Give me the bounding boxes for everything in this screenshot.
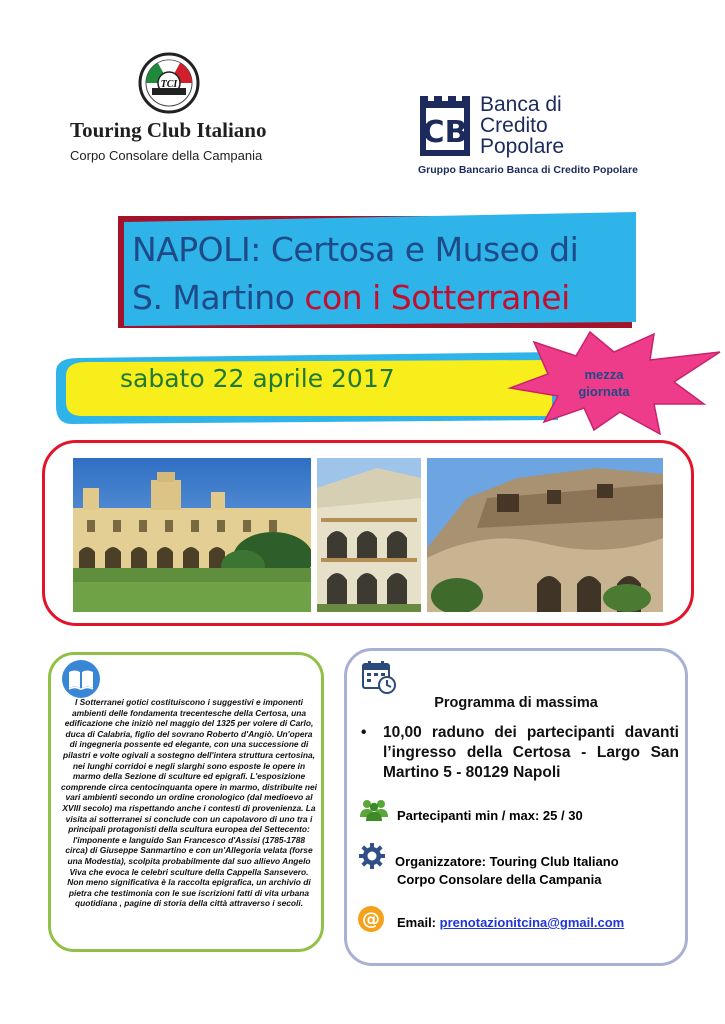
title-line2-highlight: con i Sotterranei (304, 278, 570, 317)
participants-info: Partecipanti min / max: 25 / 30 (397, 808, 583, 823)
bcp-emblem-text: CB (422, 115, 468, 150)
gear-icon (359, 843, 385, 869)
bcp-tower-icon (418, 94, 472, 158)
title-banner (110, 212, 640, 332)
bullet: • (361, 724, 367, 741)
title-line2 (132, 274, 632, 322)
program-box (344, 648, 688, 966)
email-row (397, 915, 624, 930)
description-text: I Sotterranei gotici costituiscono i suggestivi e imponenti ambienti delle fondamenta trecentesche della Certosa, una edificazione che iniziò nel maggio del 1325 per volere di Carlo, duca di Calabria, figlio del sovrano Roberto d'Angiò. Un'opera di ingegneria possente ed elegante, con una successione di pilastri e volte ogivali a sostegno dell'intera struttura certosina, nei lunghi corridoi e negli slarghi sono esposte le opere in marmo della Sezione di sculture ed epigrafi. L'esposizione comprende circa centocinquanta opere in marmo, distribuite nei vari ambienti secondo un ordine cronologico (dal medioevo al XVIII secolo) ma rispettando anche i contesti di provenienza. La visita ai sotterranei si conclude con un capolavoro di uno tra i principali protagonisti della scultura europea del Settecento: l'imponente e languido San Francesco d'Assisi (1785-1788 circa) di Giuseppe Sanmartino e con un'Allegoria velata (forse una Modestia), scolpita probabilmente dal suo allievo Angelo Viva che evoca le celebri sculture della Cappella Sansevero. Non meno significativa è la raccolta epigrafica, un archivio di pietra che testimonia con le sue iscrizioni fatti di vita urbana quotidiana , pagine di storia della città attraverso i secoli. (61, 697, 317, 909)
half-day-badge (504, 330, 724, 436)
tci-logo (70, 52, 300, 172)
bcp-subtitle: Gruppo Bancario Banca di Credito Popolare (418, 164, 638, 176)
photo-frame (42, 440, 694, 626)
book-icon (61, 659, 101, 699)
event-date: sabato 22 aprile 2017 (120, 364, 395, 393)
program-item (361, 723, 679, 783)
email-label: Email: (397, 915, 440, 930)
tci-subtitle: Corpo Consolare della Campania (70, 148, 263, 163)
program-title: Programma di massima (434, 695, 598, 711)
page-title (132, 226, 632, 322)
bcp-name-line3: Popolare (480, 135, 565, 158)
svg-text:@: @ (362, 909, 380, 930)
cloister-photo (73, 458, 311, 612)
arcade-photo (317, 458, 421, 612)
organizer-line2: Corpo Consolare della Campania (397, 872, 602, 887)
email-link[interactable]: prenotazionitcina@gmail.com (439, 915, 625, 930)
tci-name: Touring Club Italiano (70, 118, 267, 142)
tci-emblem-icon (138, 52, 200, 114)
people-icon (359, 797, 389, 821)
title-line2-main: S. Martino (132, 278, 305, 317)
bcp-name (480, 94, 564, 157)
organizer-info (395, 853, 619, 889)
badge-line2: giornata (578, 384, 630, 399)
program-item-text: 10,00 raduno dei partecipanti davanti l’ingresso della Certosa - Largo San Martino 5 - 80129 Napoli (383, 724, 679, 781)
calendar-icon (361, 659, 397, 695)
castle-photo (427, 458, 663, 612)
badge-line1: mezza (584, 367, 624, 382)
bcp-name-line2: Credito (480, 114, 548, 137)
description-box (48, 652, 324, 952)
bcp-name-line1: Banca di (480, 93, 562, 116)
badge-text (556, 366, 652, 400)
title-line1: NAPOLI: Certosa e Museo di (132, 230, 579, 269)
date-banner (52, 350, 562, 430)
at-icon (357, 905, 385, 933)
tci-emblem-text: TCI (160, 79, 178, 90)
bcp-logo (418, 94, 688, 184)
organizer-line1: Organizzatore: Touring Club Italiano (395, 854, 619, 869)
